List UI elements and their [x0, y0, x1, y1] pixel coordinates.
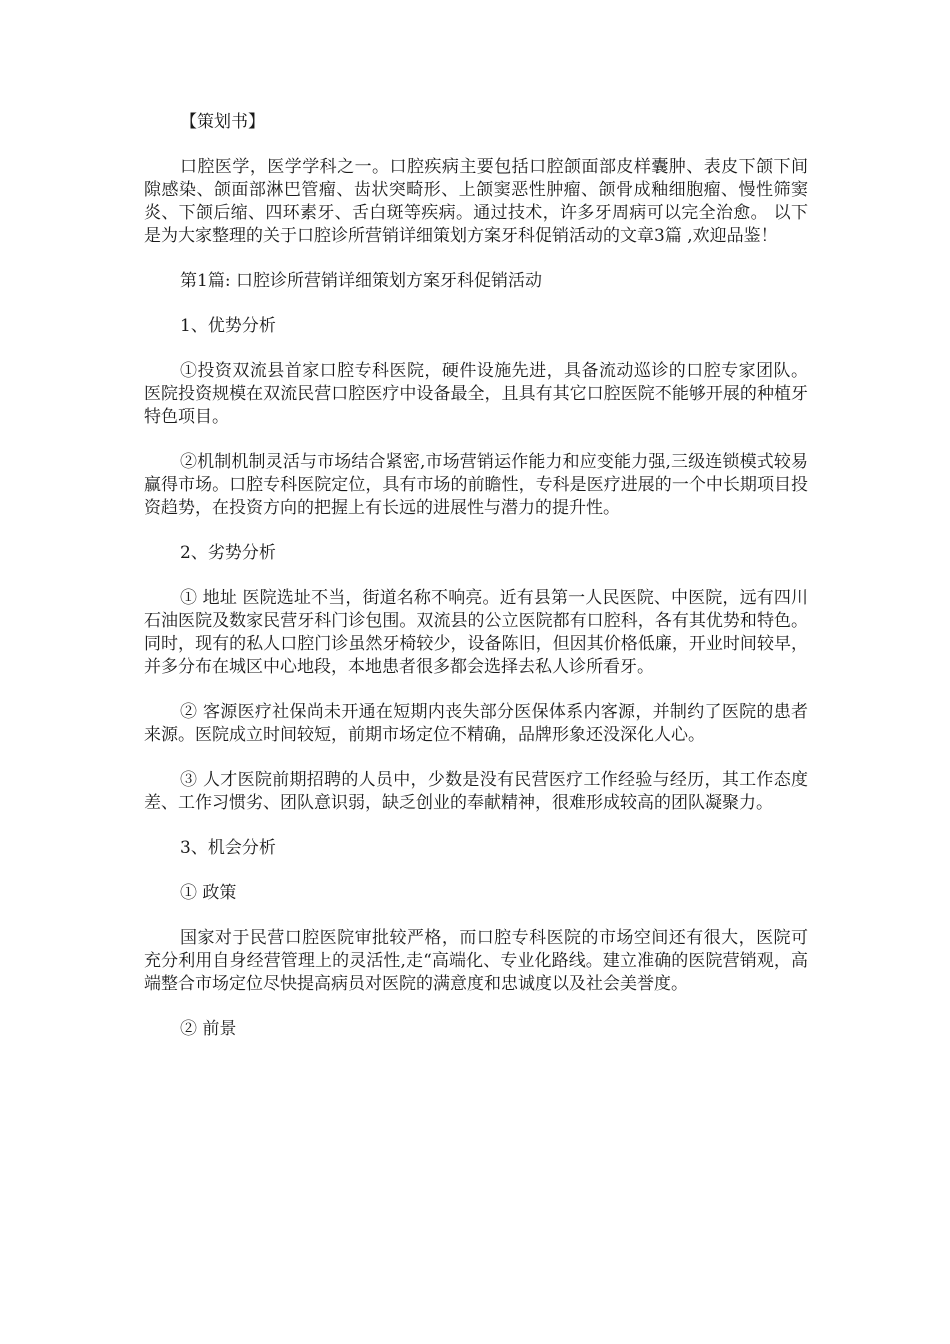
- section-heading-opportunities: 3、机会分析: [180, 838, 276, 858]
- opportunities-paragraph-1: 国家对于民营口腔医院审批较严格，而口腔专科医院的市场空间还有很大，医院可充分利用自身经营管理上的灵活性,走“高端化、专业化路线。建立准确的医院营销观，高端整合市场定位尽快提高病员对医院的满意度和忠诚度以及社会美誉度。: [144, 928, 808, 994]
- subheading-policy: ① 政策: [180, 883, 237, 903]
- disadvantages-paragraph-3: ③ 人才医院前期招聘的人员中，少数是没有民营医疗工作经验与经历，其工作态度差、工作习惯劣、团队意识弱，缺乏创业的奉献精神，很难形成较高的团队凝聚力。: [144, 770, 808, 813]
- document-body: [144, 111, 808, 1063]
- article-title: 第1篇: 口腔诊所营销详细策划方案牙科促销活动: [180, 271, 542, 291]
- section-heading-disadvantages: 2、劣势分析: [180, 543, 276, 563]
- advantages-paragraph-2: ②机制机制灵活与市场结合紧密,市场营销运作能力和应变能力强,三级连锁模式较易赢得市场。口腔专科医院定位，具有市场的前瞻性，专科是医疗进展的一个中长期项目投资趋势，在投资方向的把握上有长远的进展性与潜力的提升性。: [144, 452, 808, 518]
- disadvantages-paragraph-1: ① 地址 医院选址不当，街道名称不响亮。近有县第一人民医院、中医院，远有四川石油医院及数家民营牙科门诊包围。双流县的公立医院都有口腔科，各有其优势和特色。同时，现有的私人口腔门诊虽然牙椅较少，设备陈旧，但因其价格低廉，开业时间较早，并多分布在城区中心地段，本地患者很多都会选择去私人诊所看牙。: [144, 588, 808, 677]
- intro-paragraph: 口腔医学，医学学科之一。口腔疾病主要包括口腔颌面部皮样囊肿、表皮下颌下间隙感染、颌面部淋巴管瘤、齿状突畸形、上颌窦恶性肿瘤、颌骨成釉细胞瘤、慢性筛窦炎、下颌后缩、四环素牙、舌白斑等疾病。通过技术，许多牙周病可以完全治愈。 以下是为大家整理的关于口腔诊所营销详细策划方案牙科促销活动的文章3篇 ,欢迎品鉴！: [144, 157, 808, 246]
- document-tag: 【策划书】: [180, 112, 265, 132]
- subheading-prospects: ② 前景: [180, 1019, 237, 1039]
- disadvantages-paragraph-2: ② 客源医疗社保尚未开通在短期内丧失部分医保体系内客源，并制约了医院的患者来源。医院成立时间较短，前期市场定位不精确，品牌形象还没深化人心。: [144, 702, 808, 745]
- section-heading-advantages: 1、优势分析: [180, 316, 276, 336]
- advantages-paragraph-1: ①投资双流县首家口腔专科医院，硬件设施先进，具备流动巡诊的口腔专家团队。医院投资规模在双流民营口腔医疗中设备最全，且具有其它口腔医院不能够开展的种植牙特色项目。: [144, 361, 808, 427]
